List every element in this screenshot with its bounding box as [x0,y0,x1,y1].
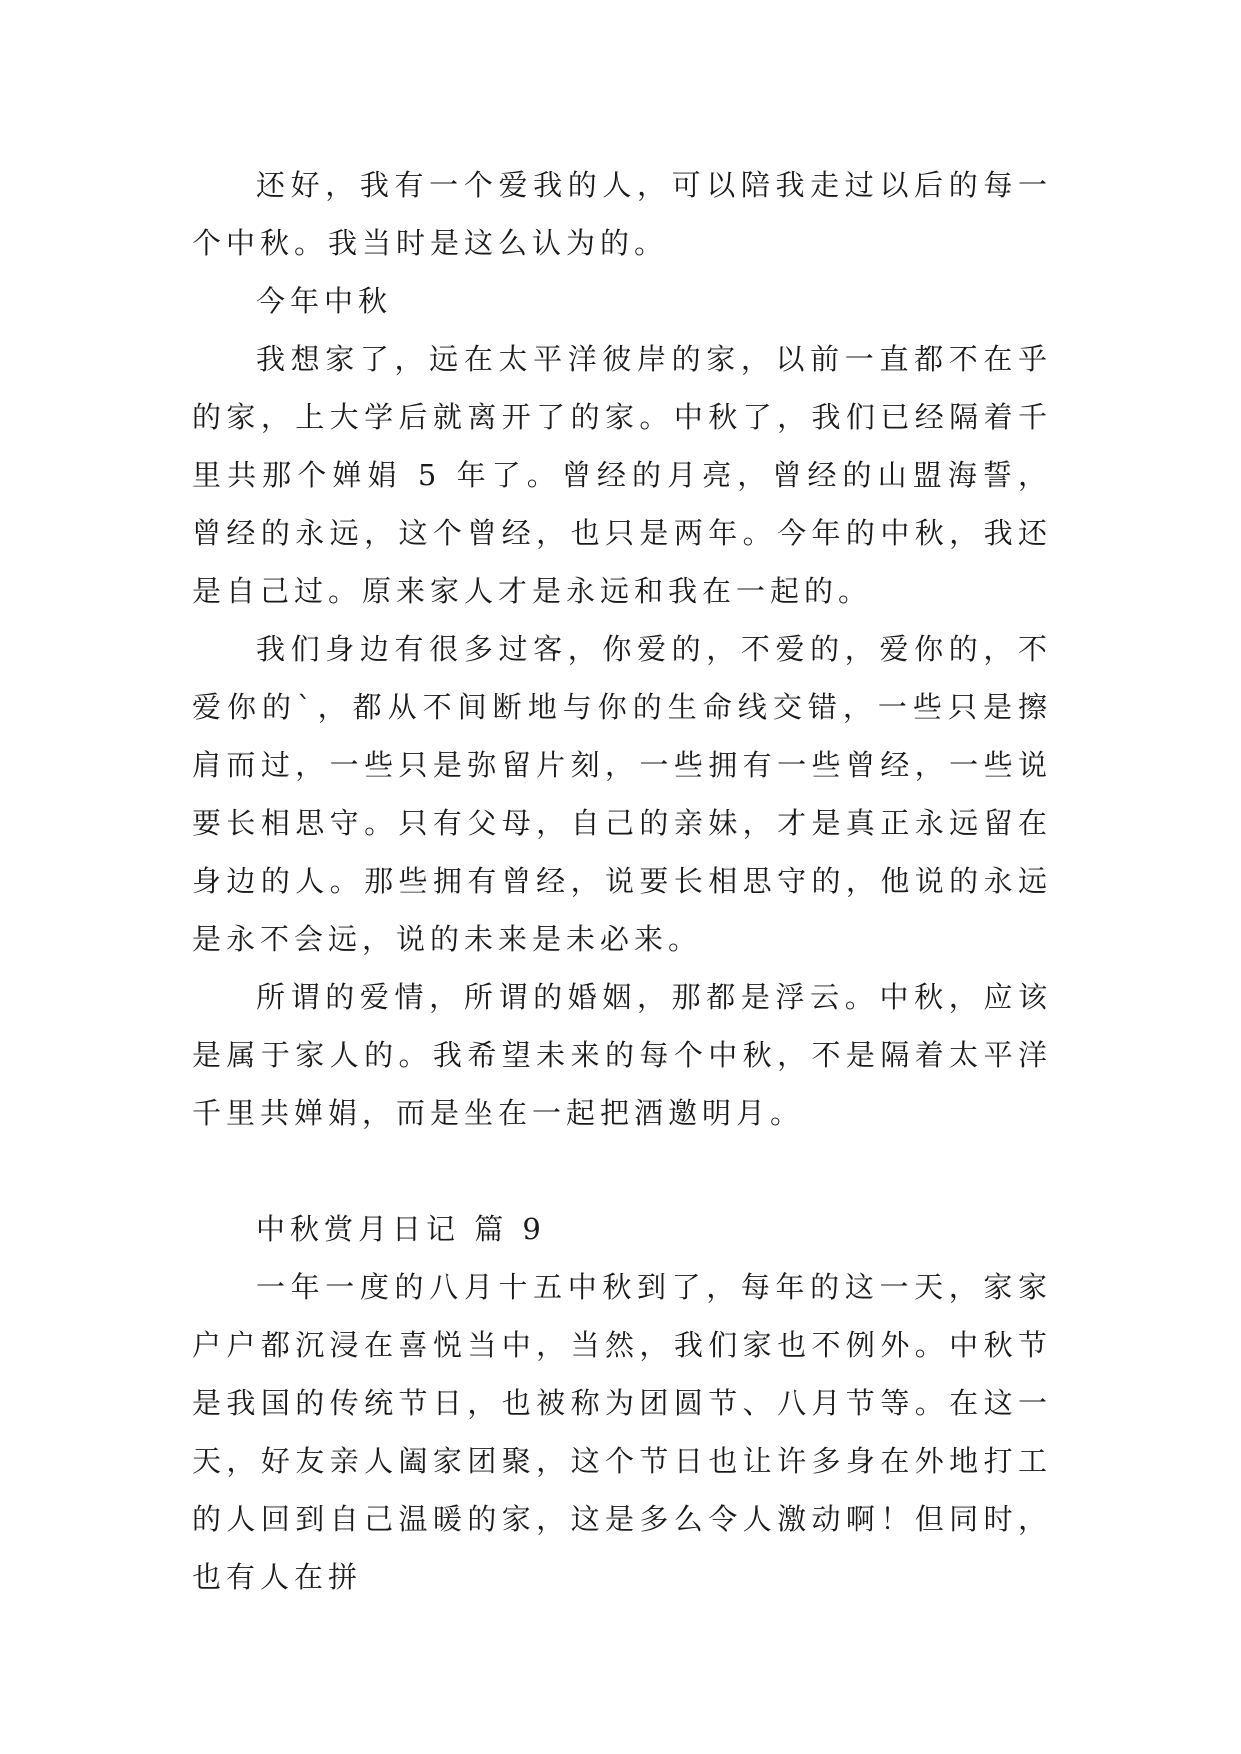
paragraph: 还好，我有一个爱我的人，可以陪我走过以后的每一个中秋。我当时是这么认为的。 [192,168,1052,260]
paragraph: 一年一度的八月十五中秋到了，每年的这一天，家家户户都沉浸在喜悦当中，当然，我们家也不例外。中秋节是我国的传统节日，也被称为团圆节、八月节等。在这一天，好友亲人阖家团聚，这个节日也让许多身在外地打工的人回到自己温暖的家，这是多么令人激动啊！但同时，也有人在拼 [192,1270,1052,1594]
paragraph: 我想家了，远在太平洋彼岸的家，以前一直都不在乎的家，上大学后就离开了的家。中秋了，我们已经隔着千里共那个婵娟 5 年了。曾经的月亮，曾经的山盟海誓，曾经的永远，这个曾经，也只是两年。今年的中秋，我还是自己过。原来家人才是永远和我在一起的。 [192,342,1052,608]
document-body [192,156,1052,1606]
section-spacer [192,1142,1052,1200]
paragraph: 所谓的爱情，所谓的婚姻，那都是浮云。中秋，应该是属于家人的。我希望未来的每个中秋，不是隔着太平洋千里共婵娟，而是坐在一起把酒邀明月。 [192,980,1052,1130]
paragraph: 我们身边有很多过客，你爱的，不爱的，爱你的，不爱你的`，都从不间断地与你的生命线交错，一些只是擦肩而过，一些只是弥留片刻，一些拥有一些曾经，一些说要长相思守。只有父母，自己的亲妹，才是真正永远留在身边的人。那些拥有曾经，说要长相思守的，他说的永远是永不会远，说的未来是未必来。 [192,632,1052,956]
subheading: 今年中秋 [256,284,393,318]
section-title: 中秋赏月日记 篇 9 [256,1212,546,1246]
